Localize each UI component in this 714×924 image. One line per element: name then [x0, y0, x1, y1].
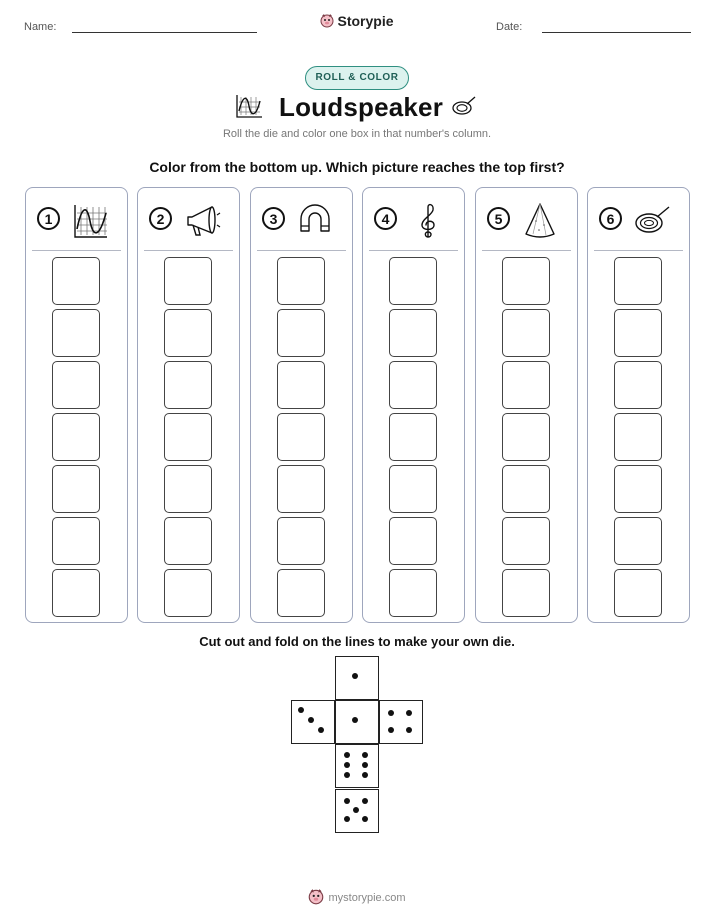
pip: [352, 717, 358, 723]
color-box[interactable]: [614, 569, 662, 617]
color-box[interactable]: [277, 413, 325, 461]
activity-badge: ROLL & COLOR: [305, 66, 409, 90]
column-divider: [257, 250, 346, 251]
brand-name: Storypie: [337, 13, 394, 29]
color-box[interactable]: [502, 413, 550, 461]
column-2: [137, 187, 240, 623]
color-box[interactable]: [277, 309, 325, 357]
color-box[interactable]: [164, 465, 212, 513]
pip: [318, 727, 324, 733]
pip: [406, 710, 412, 716]
die-face: [335, 700, 379, 744]
column-divider: [144, 250, 233, 251]
column-number: 5: [487, 207, 510, 230]
date-line[interactable]: [542, 32, 691, 33]
color-box[interactable]: [502, 361, 550, 409]
column-divider: [32, 250, 121, 251]
column-number: 6: [599, 207, 622, 230]
footer: [0, 888, 714, 906]
color-box[interactable]: [277, 361, 325, 409]
pip: [388, 727, 394, 733]
pip: [362, 798, 368, 804]
color-box[interactable]: [164, 569, 212, 617]
color-box[interactable]: [502, 309, 550, 357]
brand-logo: [0, 13, 714, 29]
color-box[interactable]: [389, 257, 437, 305]
color-box[interactable]: [614, 413, 662, 461]
pip: [344, 772, 350, 778]
pip: [344, 798, 350, 804]
instruction: Color from the bottom up. Which picture reaches the top first?: [149, 159, 565, 175]
column-number: 1: [37, 207, 60, 230]
die-instruction: Cut out and fold on the lines to make your own die.: [199, 634, 515, 649]
pip: [298, 707, 304, 713]
magnet-icon: [295, 201, 335, 241]
color-box[interactable]: [164, 517, 212, 565]
color-box[interactable]: [52, 465, 100, 513]
pig-mascot-icon: [320, 13, 334, 29]
color-box[interactable]: [614, 465, 662, 513]
pip: [344, 762, 350, 768]
date-label: Date:: [496, 21, 523, 33]
color-box[interactable]: [277, 569, 325, 617]
pip: [308, 717, 314, 723]
color-box[interactable]: [277, 257, 325, 305]
column-1: [25, 187, 128, 623]
color-box[interactable]: [164, 309, 212, 357]
name-label: Name:: [24, 21, 57, 33]
footer-site[interactable]: mystorypie.com: [328, 892, 406, 904]
color-box[interactable]: [389, 569, 437, 617]
column-number: 4: [374, 207, 397, 230]
die-face: [335, 744, 379, 788]
column-6: [587, 187, 690, 623]
die-face: [291, 700, 335, 744]
die-face: [335, 656, 379, 700]
pip: [406, 727, 412, 733]
pip: [388, 710, 394, 716]
column-number: 3: [262, 207, 285, 230]
page-title: Loudspeaker: [279, 92, 444, 122]
color-box[interactable]: [52, 517, 100, 565]
color-box[interactable]: [614, 309, 662, 357]
column-divider: [482, 250, 571, 251]
pip: [344, 816, 350, 822]
hose-icon: [451, 94, 477, 118]
color-box[interactable]: [502, 517, 550, 565]
pip: [353, 807, 359, 813]
column-divider: [369, 250, 458, 251]
color-box[interactable]: [502, 569, 550, 617]
pip: [362, 762, 368, 768]
color-box[interactable]: [614, 361, 662, 409]
pip: [362, 772, 368, 778]
die-face: [379, 700, 423, 744]
pip: [344, 752, 350, 758]
subtitle: Roll the die and color one box in that number's column.: [222, 128, 492, 140]
color-box[interactable]: [52, 257, 100, 305]
pip: [352, 673, 358, 679]
color-box[interactable]: [502, 465, 550, 513]
pip: [362, 816, 368, 822]
color-box[interactable]: [389, 465, 437, 513]
color-box[interactable]: [614, 257, 662, 305]
column-number: 2: [149, 207, 172, 230]
color-box[interactable]: [389, 361, 437, 409]
color-box[interactable]: [164, 361, 212, 409]
color-box[interactable]: [277, 465, 325, 513]
treble-clef-icon: [407, 201, 447, 241]
color-box[interactable]: [502, 257, 550, 305]
name-line[interactable]: [72, 32, 257, 33]
color-box[interactable]: [52, 413, 100, 461]
graph-icon: [234, 93, 264, 119]
pig-mascot-icon: [308, 888, 324, 906]
cone-hat-icon: [520, 201, 560, 241]
color-box[interactable]: [164, 413, 212, 461]
graph-icon: [70, 201, 110, 241]
column-divider: [594, 250, 683, 251]
color-box[interactable]: [164, 257, 212, 305]
megaphone-icon: [182, 201, 222, 241]
die-face: [335, 789, 379, 833]
color-box[interactable]: [52, 569, 100, 617]
color-box[interactable]: [389, 517, 437, 565]
pip: [362, 752, 368, 758]
column-3: [250, 187, 353, 623]
hose-icon: [632, 201, 672, 241]
color-box[interactable]: [52, 361, 100, 409]
color-box[interactable]: [277, 517, 325, 565]
color-box[interactable]: [614, 517, 662, 565]
column-5: [475, 187, 578, 623]
color-box[interactable]: [389, 413, 437, 461]
color-box[interactable]: [52, 309, 100, 357]
color-box[interactable]: [389, 309, 437, 357]
column-4: [362, 187, 465, 623]
